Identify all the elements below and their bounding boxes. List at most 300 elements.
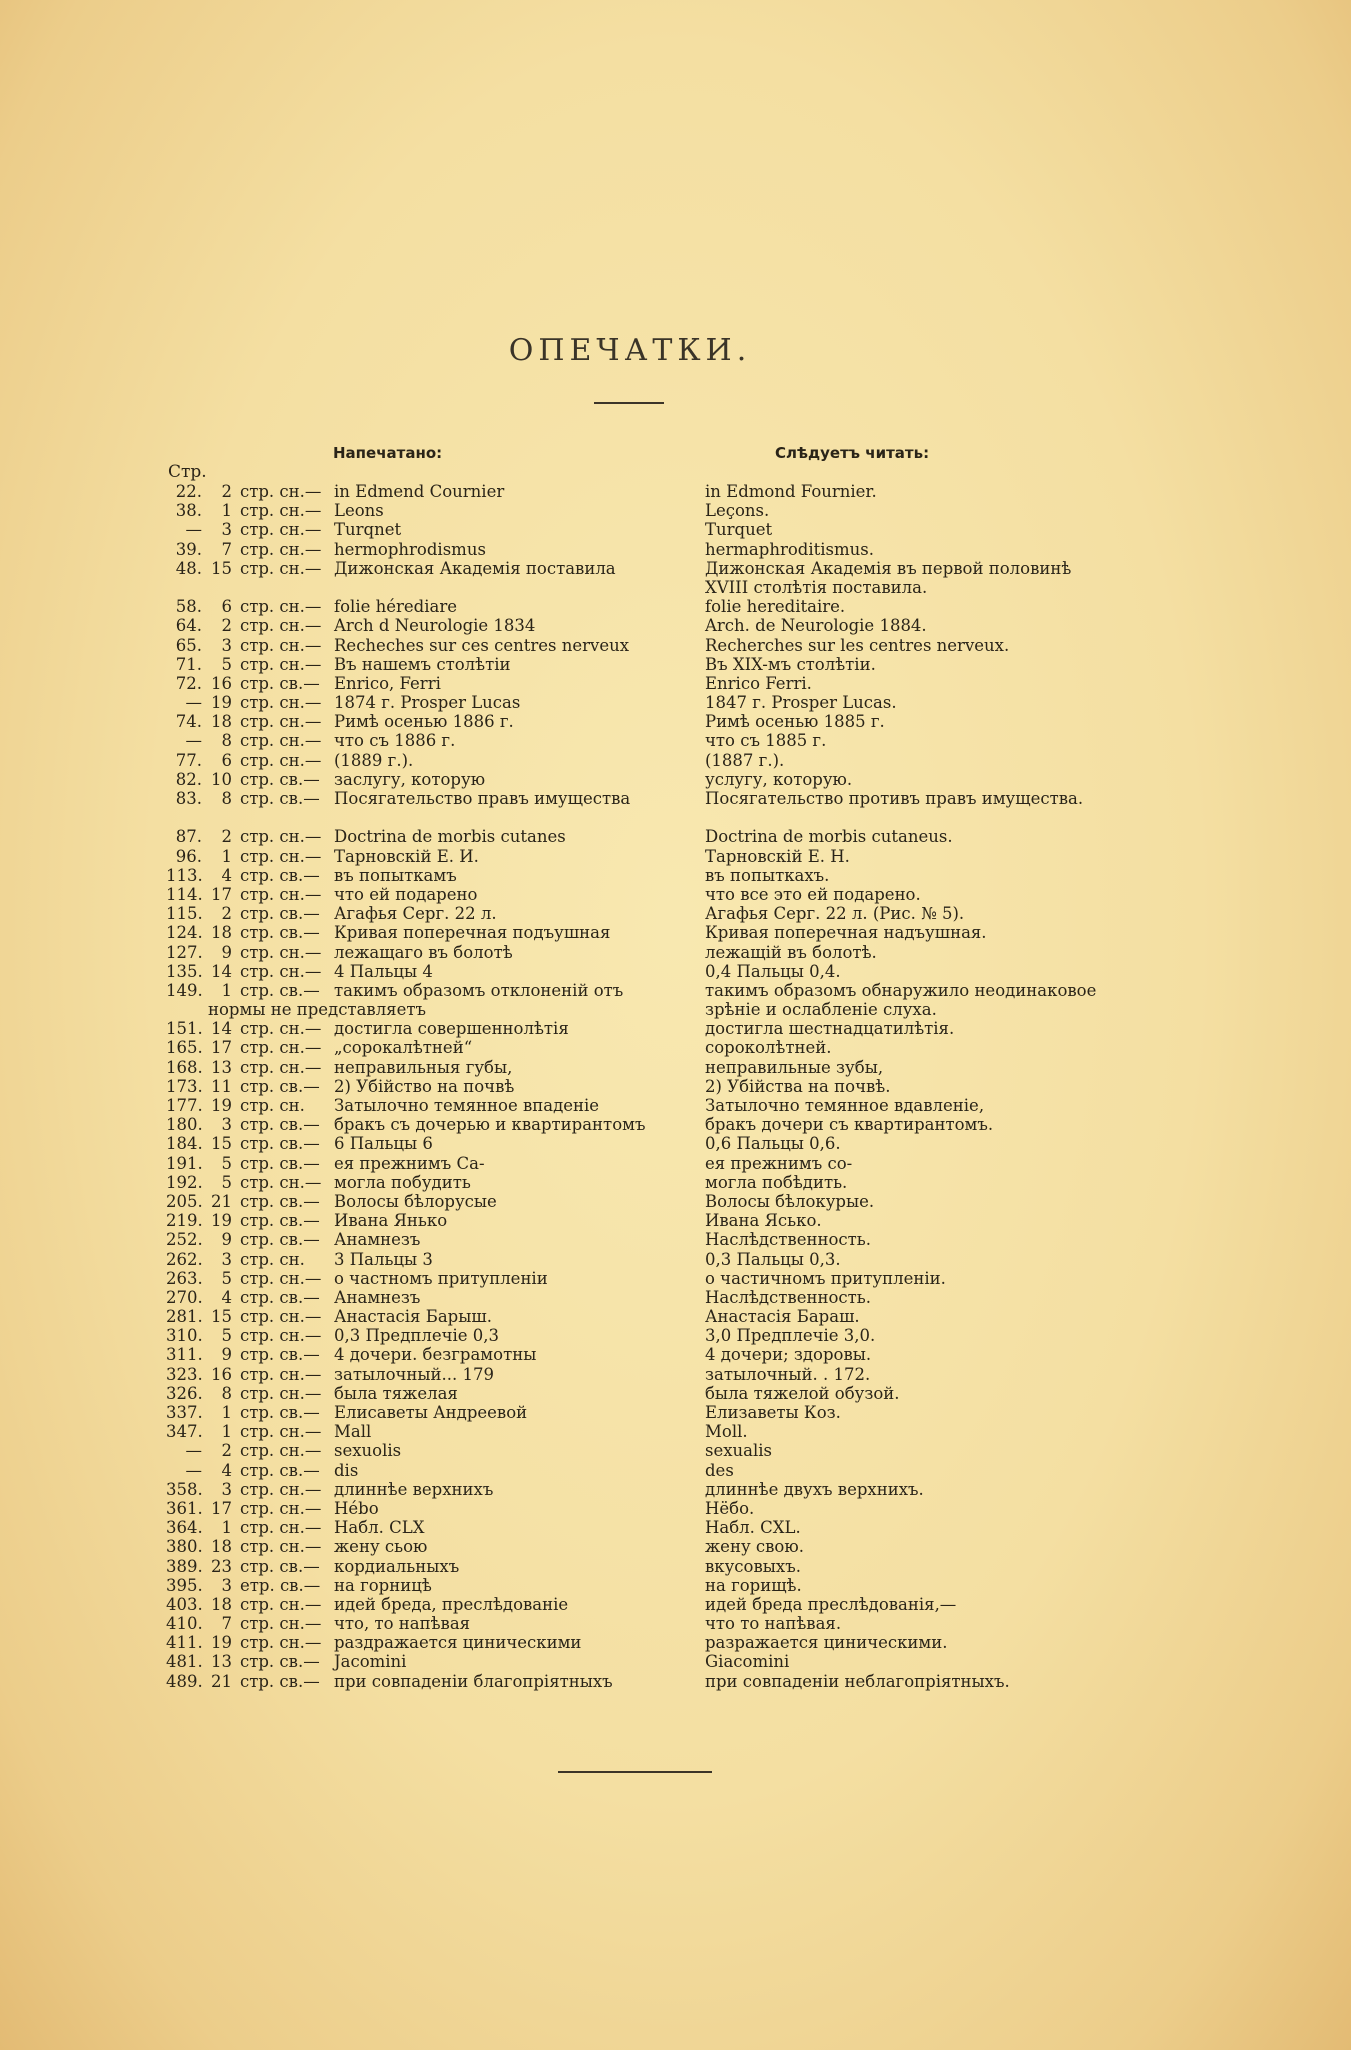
errata-line-number: 5 [221, 1268, 232, 1288]
errata-printed-text: Doctrina de morbis cutanes [334, 827, 566, 847]
errata-correct-text: жену свою. [705, 1537, 804, 1557]
errata-correct-text: лежащій въ болотѣ. [705, 942, 877, 962]
errata-table [0, 482, 1351, 1691]
errata-correct-text: Turquet [705, 520, 773, 540]
errata-page-number: — [185, 1460, 202, 1480]
errata-row [0, 540, 1351, 559]
errata-line-location: стр. сн.— [240, 1383, 322, 1403]
errata-correct-text: при совпаденіи неблагопріятныхъ. [705, 1671, 1010, 1691]
errata-page-number: — [185, 731, 202, 751]
errata-line-location: стр. сн.— [240, 654, 322, 674]
errata-row [0, 731, 1351, 750]
errata-row [0, 1422, 1351, 1441]
errata-correct-text: Moll. [705, 1422, 748, 1442]
errata-page-number: 38. [175, 501, 202, 521]
errata-line-number: 6 [221, 597, 232, 617]
errata-page-number: 72. [175, 673, 202, 693]
errata-page-number: 481. [166, 1652, 203, 1672]
errata-page-number: 71. [175, 654, 202, 674]
errata-correct-text: идей бреда преслѣдованія,— [705, 1594, 957, 1614]
errata-line-number: 8 [221, 1383, 232, 1403]
errata-page-number: 270. [166, 1287, 203, 1307]
errata-page-number: 410. [166, 1614, 203, 1634]
errata-correct-text: 0,4 Пальцы 0,4. [705, 961, 841, 981]
errata-correct-text: сороколѣтней. [705, 1038, 832, 1058]
errata-correct-text: Набл. CXL. [705, 1518, 801, 1538]
errata-line-number: 18 [211, 923, 232, 943]
errata-printed-text-continued: нормы не представляетъ [208, 1000, 426, 1020]
errata-line-location: стр. сн.— [240, 712, 322, 732]
errata-correct-text: Наслѣдственность. [705, 1287, 872, 1307]
errata-line-number: 15 [211, 558, 232, 578]
bottom-divider [558, 1771, 712, 1773]
errata-correct-text: въ попыткахъ. [705, 865, 830, 885]
errata-line-number: 3 [221, 1575, 232, 1595]
errata-correct-text: Arch. de Neurologie 1884. [705, 616, 927, 636]
errata-printed-text: длиннѣе верхнихъ [334, 1479, 494, 1499]
errata-page-number: 311. [166, 1345, 203, 1365]
errata-correct-text: на горищѣ. [705, 1575, 802, 1595]
errata-printed-text: неправильныя губы, [334, 1057, 513, 1077]
errata-correct-text: Giacomini [705, 1652, 790, 1672]
errata-printed-text: была тяжелая [334, 1383, 458, 1403]
errata-line-number: 16 [211, 1364, 232, 1384]
errata-printed-text: Анастасія Барыш. [334, 1307, 492, 1327]
errata-page-number: 364. [166, 1518, 203, 1538]
errata-row [0, 520, 1351, 539]
errata-printed-text: 6 Пальцы 6 [334, 1134, 433, 1154]
errata-printed-text: могла побудить [334, 1172, 471, 1192]
errata-line-location: стр. сн.— [240, 693, 322, 713]
errata-correct-text: длиннѣе двухъ верхнихъ. [705, 1479, 924, 1499]
errata-printed-text: ея прежнимъ Са- [334, 1153, 485, 1173]
errata-printed-text: Набл. CLX [334, 1518, 425, 1538]
errata-printed-text: hermophrodismus [334, 539, 486, 559]
errata-row [0, 674, 1351, 693]
errata-line-number: 15 [211, 1134, 232, 1154]
errata-printed-text: Mall [334, 1422, 372, 1442]
errata-printed-text: при совпаденіи благопріятныхъ [334, 1671, 613, 1691]
errata-page-number: 168. [166, 1057, 203, 1077]
errata-page-number: 337. [166, 1403, 203, 1423]
errata-line-location: стр. сн.— [240, 1364, 322, 1384]
errata-page-number: 114. [166, 884, 203, 904]
errata-line-location: стр. св.— [240, 1460, 320, 1480]
errata-line-number: 14 [211, 961, 232, 981]
errata-line-number: 16 [211, 673, 232, 693]
errata-line-location: стр. св.— [240, 1211, 320, 1231]
errata-correct-text: Римѣ осенью 1885 г. [705, 712, 885, 732]
errata-line-location: стр. сн.— [240, 558, 322, 578]
errata-line-number: 1 [221, 501, 232, 521]
errata-printed-text: что съ 1886 г. [334, 731, 456, 751]
errata-printed-text: что, то напѣвая [334, 1614, 471, 1634]
errata-row [0, 482, 1351, 501]
errata-printed-text: Jacomini [334, 1652, 407, 1672]
errata-row [0, 1652, 1351, 1671]
errata-line-number: 1 [221, 1403, 232, 1423]
errata-page-number: 361. [166, 1498, 203, 1518]
errata-page-number: 347. [166, 1422, 203, 1442]
errata-line-location: стр. сн.— [240, 501, 322, 521]
errata-page-number: 192. [166, 1172, 203, 1192]
errata-correct-text: затылочный. . 172. [705, 1364, 871, 1384]
errata-row [0, 1230, 1351, 1249]
errata-page-number: — [185, 520, 202, 540]
errata-page-number: 389. [166, 1556, 203, 1576]
errata-line-location: стр. св.— [240, 1652, 320, 1672]
errata-page-number: 22. [175, 482, 202, 501]
errata-printed-text: 3 Пальцы 3 [334, 1249, 433, 1269]
errata-correct-text: des [705, 1460, 734, 1480]
errata-line-location: стр. св.— [240, 980, 320, 1000]
errata-row [0, 770, 1351, 789]
errata-row [0, 1192, 1351, 1211]
errata-printed-text: „сорокалѣтней“ [334, 1038, 473, 1058]
errata-row [0, 751, 1351, 770]
errata-line-number: 19 [211, 1211, 232, 1231]
errata-correct-text: что съ 1885 г. [705, 731, 827, 751]
errata-line-location: стр. св.— [240, 904, 320, 924]
errata-line-number: 2 [221, 616, 232, 636]
errata-correct-text: что все это ей подарено. [705, 884, 921, 904]
errata-line-location: стр. св.— [240, 769, 320, 789]
errata-correct-text: in Edmond Fournier. [705, 482, 877, 501]
errata-row [0, 1633, 1351, 1652]
errata-page-number: 358. [166, 1479, 203, 1499]
errata-line-location: стр. сн.— [240, 539, 322, 559]
errata-line-number: 1 [221, 980, 232, 1000]
errata-line-location: стр. сн.— [240, 827, 322, 847]
errata-page-number: 262. [166, 1249, 203, 1269]
errata-page-number: 39. [175, 539, 202, 559]
errata-line-number: 5 [221, 1326, 232, 1346]
errata-row [0, 1461, 1351, 1480]
errata-line-location: стр. св.— [240, 1556, 320, 1576]
errata-line-location: стр. сн.— [240, 1594, 322, 1614]
errata-line-location: стр. сн.— [240, 1479, 322, 1499]
errata-correct-text: услугу, которую. [705, 769, 853, 789]
errata-correct-text: 4 дочери; здоровы. [705, 1345, 872, 1365]
errata-correct-text: Ивана Ясько. [705, 1211, 822, 1231]
errata-printed-text: кордиальныхъ [334, 1556, 460, 1576]
errata-row [0, 1211, 1351, 1230]
errata-correct-text: Recherches sur les centres nerveux. [705, 635, 1010, 655]
title-divider [594, 402, 664, 404]
errata-printed-text: идей бреда, преслѣдованіе [334, 1594, 569, 1614]
errata-row [0, 1557, 1351, 1576]
errata-row [0, 597, 1351, 616]
errata-row [0, 904, 1351, 923]
errata-line-number: 3 [221, 1249, 232, 1269]
errata-line-location: стр. сн.— [240, 597, 322, 617]
errata-page-number: 489. [166, 1671, 203, 1691]
errata-row [0, 1518, 1351, 1537]
errata-line-location: стр. св.— [240, 789, 320, 809]
errata-line-number: 3 [221, 520, 232, 540]
errata-line-location: стр. сн.— [240, 731, 322, 751]
errata-line-location: стр. сн.— [240, 1038, 322, 1058]
errata-page-number: 310. [166, 1326, 203, 1346]
errata-line-location: стр. св.— [240, 673, 320, 693]
errata-line-location: стр. св.— [240, 1287, 320, 1307]
errata-row [0, 847, 1351, 866]
errata-line-number: 23 [211, 1556, 232, 1576]
errata-correct-text: Посягательство противъ правъ имущества. [705, 789, 1084, 809]
errata-page-number: 151. [166, 1019, 203, 1039]
errata-row [0, 559, 1351, 597]
page-column-label: Стр. [168, 462, 207, 482]
errata-line-number: 2 [221, 482, 232, 501]
errata-correct-text: 1847 г. Prosper Lucas. [705, 693, 897, 713]
errata-line-number: 18 [211, 712, 232, 732]
errata-correct-text: Дижонская Академія въ первой половинѣ XVIII столѣтія поставила. [705, 558, 1072, 597]
errata-correct-text: Leçons. [705, 501, 770, 521]
errata-line-location: стр. св.— [240, 1403, 320, 1423]
errata-line-number: 7 [221, 539, 232, 559]
errata-page-number: — [185, 693, 202, 713]
errata-correct-text: бракъ дочери съ квартирантомъ. [705, 1115, 994, 1135]
errata-line-number: 15 [211, 1307, 232, 1327]
errata-correct-text: могла побѣдить. [705, 1172, 848, 1192]
errata-printed-text: заслугу, которую [334, 769, 486, 789]
errata-page-number: 191. [166, 1153, 203, 1173]
errata-page-number: 124. [166, 923, 203, 943]
errata-page-number: 87. [175, 827, 202, 847]
errata-line-number: 11 [211, 1076, 232, 1096]
errata-line-number: 7 [221, 1614, 232, 1634]
errata-page-number: 180. [166, 1115, 203, 1135]
errata-row [0, 1173, 1351, 1192]
errata-correct-text: Затылочно темянное вдавленіе, [705, 1096, 985, 1116]
errata-line-location: стр. сн.— [240, 1019, 322, 1039]
errata-row [0, 1480, 1351, 1499]
errata-printed-text: на горницѣ [334, 1575, 432, 1595]
errata-line-location: стр. св.— [240, 1115, 320, 1135]
errata-correct-text: hermaphroditismus. [705, 539, 874, 559]
errata-correct-text: 3,0 Предплечіе 3,0. [705, 1326, 876, 1346]
errata-correct-text: folie hereditaire. [705, 597, 846, 617]
errata-line-number: 4 [221, 1287, 232, 1307]
errata-row [0, 1672, 1351, 1691]
errata-row [0, 1038, 1351, 1057]
errata-line-number: 17 [211, 1498, 232, 1518]
errata-line-number: 1 [221, 846, 232, 866]
errata-row [0, 1614, 1351, 1633]
errata-line-location: стр. сн.— [240, 942, 322, 962]
errata-page-number: 395. [166, 1575, 203, 1595]
errata-correct-text: Волосы бѣлокурые. [705, 1191, 875, 1211]
errata-printed-text: Arch d Neurologie 1834 [334, 616, 536, 636]
errata-correct-text: Нёбо. [705, 1498, 755, 1518]
errata-line-number: 9 [221, 942, 232, 962]
errata-printed-text: Turqnet [334, 520, 402, 540]
errata-row [0, 789, 1351, 827]
errata-row [0, 981, 1351, 1019]
errata-page-number: 48. [175, 558, 202, 578]
errata-line-number: 17 [211, 884, 232, 904]
errata-line-location: стр. сн.— [240, 1326, 322, 1346]
errata-line-number: 13 [211, 1652, 232, 1672]
errata-row [0, 1077, 1351, 1096]
errata-row [0, 866, 1351, 885]
errata-line-number: 21 [211, 1671, 232, 1691]
errata-line-location: стр. сн.— [240, 846, 322, 866]
errata-line-number: 2 [221, 827, 232, 847]
errata-line-location: стр. сн.— [240, 635, 322, 655]
errata-page-number: 74. [175, 712, 202, 732]
errata-row [0, 1537, 1351, 1556]
errata-correct-text: (1887 г.). [705, 750, 785, 770]
errata-correct-text: такимъ образомъ обнаружило неодинаковое зрѣніе и ослабленіе слуха. [705, 980, 1097, 1020]
errata-printed-text: Ивана Янько [334, 1211, 448, 1231]
errata-line-number: 9 [221, 1230, 232, 1250]
errata-row [0, 943, 1351, 962]
errata-line-number: 2 [221, 1441, 232, 1461]
errata-page-number: — [185, 1441, 202, 1461]
errata-correct-text: 2) Убійства на почвѣ. [705, 1076, 891, 1096]
errata-printed-text: достигла совершеннолѣтія [334, 1019, 569, 1039]
errata-line-number: 5 [221, 1153, 232, 1173]
errata-row [0, 616, 1351, 635]
errata-page-number: 263. [166, 1268, 203, 1288]
errata-printed-text: Агафья Серг. 22 л. [334, 904, 497, 924]
errata-line-location: стр. сн.— [240, 1537, 322, 1557]
errata-row [0, 1288, 1351, 1307]
errata-printed-text: Волосы бѣлорусые [334, 1191, 497, 1211]
errata-printed-text: Анамнезъ [334, 1287, 421, 1307]
errata-line-number: 3 [221, 635, 232, 655]
errata-line-location: стр. сн.— [240, 1307, 322, 1327]
errata-printed-text: Нébo [334, 1498, 379, 1518]
errata-row [0, 1250, 1351, 1269]
errata-printed-text: dis [334, 1460, 359, 1480]
errata-correct-text: о частичномъ притупленіи. [705, 1268, 946, 1288]
errata-line-location: стр. св.— [240, 1345, 320, 1365]
errata-page-number: 177. [166, 1096, 203, 1116]
errata-page-number: 219. [166, 1211, 203, 1231]
errata-printed-text: in Edmend Cournier [334, 482, 505, 501]
errata-page-number: 252. [166, 1230, 203, 1250]
errata-line-location: стр. сн.— [240, 1422, 322, 1442]
errata-line-location: стр. сн.— [240, 884, 322, 904]
errata-line-number: 19 [211, 1633, 232, 1653]
errata-row [0, 1154, 1351, 1173]
errata-row [0, 1134, 1351, 1153]
errata-line-location: стр. св.— [240, 1153, 320, 1173]
errata-line-number: 13 [211, 1057, 232, 1077]
errata-line-location: стр. сн. [240, 1249, 305, 1269]
errata-correct-text: ея прежнимъ со- [705, 1153, 853, 1173]
errata-page-number: 165. [166, 1038, 203, 1058]
errata-printed-text: Дижонская Академія поставила [334, 558, 616, 578]
errata-row [0, 1326, 1351, 1345]
errata-page-number: 323. [166, 1364, 203, 1384]
errata-page-number: 380. [166, 1537, 203, 1557]
errata-correct-text: неправильные зубы, [705, 1057, 884, 1077]
errata-row [0, 923, 1351, 942]
errata-row [0, 1115, 1351, 1134]
errata-printed-text: 0,3 Предплечіе 0,3 [334, 1326, 500, 1346]
errata-printed-text: лежащаго въ болотѣ [334, 942, 513, 962]
errata-printed-text: Leons [334, 501, 384, 521]
errata-printed-text: такимъ образомъ отклоненій отъ [334, 980, 624, 1000]
errata-correct-text: Тарновскій Е. Н. [705, 846, 850, 866]
errata-correct-text: 0,6 Пальцы 0,6. [705, 1134, 841, 1154]
errata-line-number: 14 [211, 1019, 232, 1039]
errata-printed-text: бракъ съ дочерью и квартирантомъ [334, 1115, 646, 1135]
errata-correct-text: была тяжелой обузой. [705, 1383, 900, 1403]
errata-line-number: 10 [211, 769, 232, 789]
errata-line-location: стр. св.— [240, 865, 320, 885]
errata-line-location: стр. сн.— [240, 961, 322, 981]
errata-page-number: 135. [166, 961, 203, 981]
errata-line-location: стр. сн.— [240, 750, 322, 770]
errata-printed-text: Затылочно темянное впаденіе [334, 1096, 600, 1116]
errata-page-number: 326. [166, 1383, 203, 1403]
errata-line-location: стр. сн.— [240, 1268, 322, 1288]
errata-row [0, 1096, 1351, 1115]
errata-page-number: 82. [175, 769, 202, 789]
errata-printed-text: folie hérediare [334, 597, 457, 617]
errata-printed-text: (1889 г.). [334, 750, 414, 770]
errata-page-number: 403. [166, 1594, 203, 1614]
errata-printed-text: 1874 г. Prosper Lucas [334, 693, 521, 713]
errata-line-number: 3 [221, 1115, 232, 1135]
errata-correct-text: разражается циническими. [705, 1633, 948, 1653]
errata-correct-text: Кривая поперечная надъушная. [705, 923, 987, 943]
errata-row [0, 1499, 1351, 1518]
errata-row [0, 885, 1351, 904]
errata-printed-text: 4 Пальцы 4 [334, 961, 433, 981]
errata-line-number: 19 [211, 1096, 232, 1116]
errata-row [0, 655, 1351, 674]
errata-line-number: 5 [221, 1172, 232, 1192]
errata-page-number: 411. [166, 1633, 203, 1653]
errata-correct-text: Въ XIX-мъ столѣтіи. [705, 654, 876, 674]
errata-printed-text: затылочный... 179 [334, 1364, 495, 1384]
errata-row [0, 1576, 1351, 1595]
errata-line-location: етр. св.— [240, 1575, 321, 1595]
errata-correct-text: вкусовыхъ. [705, 1556, 801, 1576]
errata-line-location: стр. сн.— [240, 1498, 322, 1518]
errata-page-number: 173. [166, 1076, 203, 1096]
errata-line-location: стр. св.— [240, 1191, 320, 1211]
errata-printed-text: что ей подарено [334, 884, 478, 904]
errata-page-number: 281. [166, 1307, 203, 1327]
header-should-read: Слѣдуетъ читать: [775, 444, 930, 462]
errata-printed-text: 2) Убійство на почвѣ [334, 1076, 515, 1096]
errata-line-number: 5 [221, 654, 232, 674]
errata-line-location: стр. св.— [240, 1230, 320, 1250]
errata-page-number: 83. [175, 789, 202, 809]
errata-line-number: 1 [221, 1422, 232, 1442]
errata-row [0, 1403, 1351, 1422]
errata-line-location: стр. сн.— [240, 616, 322, 636]
errata-row [0, 1365, 1351, 1384]
errata-correct-text: Агафья Серг. 22 л. (Рис. № 5). [705, 904, 965, 924]
errata-correct-text: что то напѣвая. [705, 1614, 842, 1634]
errata-correct-text: Анастасія Бараш. [705, 1307, 860, 1327]
errata-line-number: 21 [211, 1191, 232, 1211]
errata-line-number: 1 [221, 1518, 232, 1538]
errata-page-number: 58. [175, 597, 202, 617]
errata-printed-text: Анамнезъ [334, 1230, 421, 1250]
errata-row [0, 1058, 1351, 1077]
errata-page-number: 64. [175, 616, 202, 636]
errata-row [0, 1269, 1351, 1288]
errata-line-number: 3 [221, 1479, 232, 1499]
